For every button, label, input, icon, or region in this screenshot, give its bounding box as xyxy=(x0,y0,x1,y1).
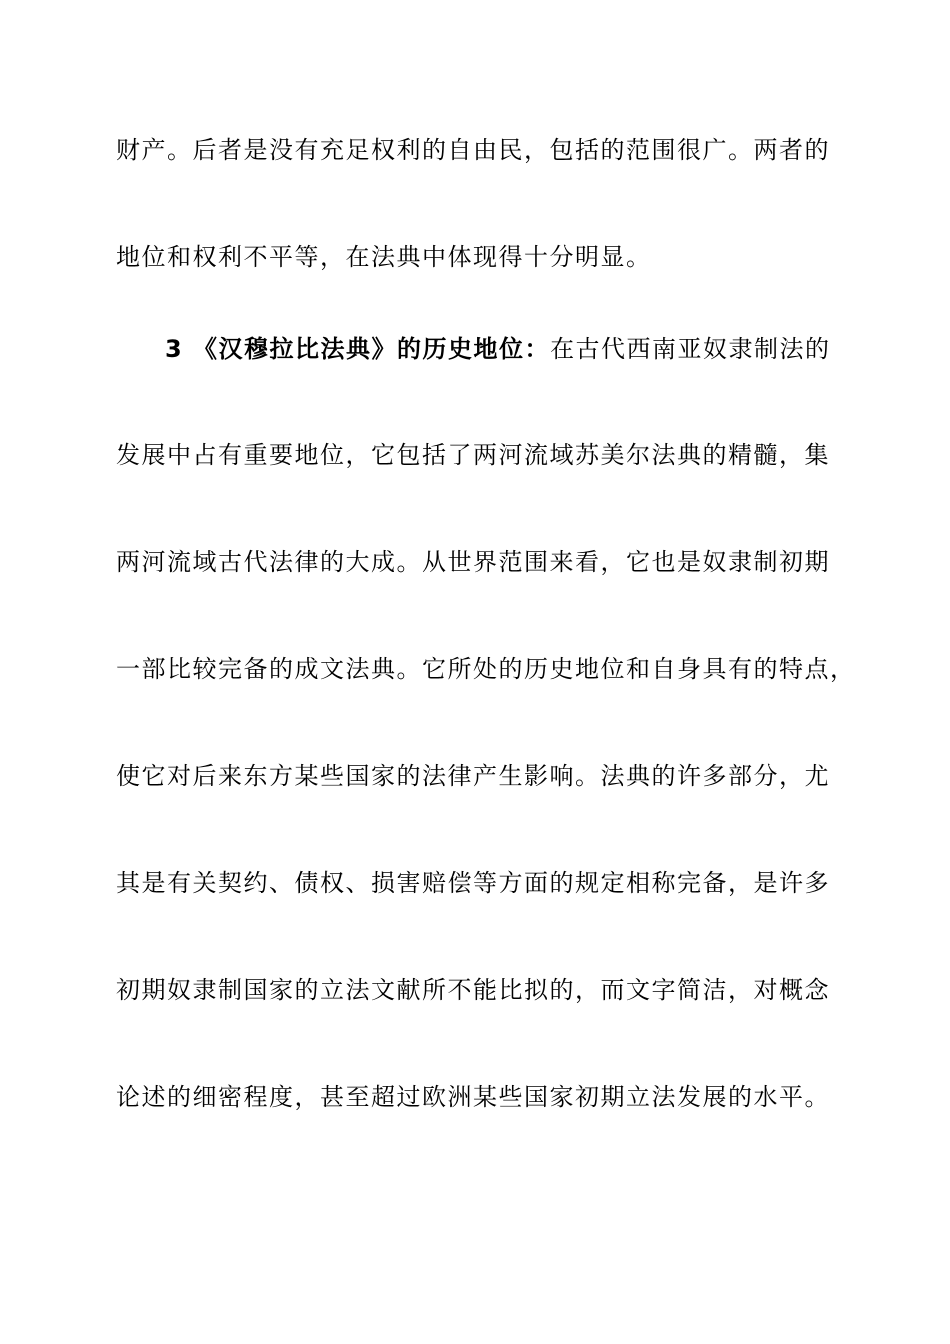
paragraph-line: 其是有关契约、债权、损害赔偿等方面的规定相称完备，是许多 xyxy=(116,869,830,897)
paragraph-line: 发展中占有重要地位，它包括了两河流域苏美尔法典的精髓，集 xyxy=(116,441,830,469)
paragraph-line: 使它对后来东方某些国家的法律产生影响。法典的许多部分，尤 xyxy=(116,762,830,790)
paragraph-line: 地位和权利不平等，在法典中体现得十分明显。 xyxy=(116,243,652,271)
section-heading: 3 《汉穆拉比法典》的历史地位： xyxy=(165,335,551,363)
paragraph-line: 论述的细密程度，甚至超过欧洲某些国家初期立法发展的水平。 xyxy=(116,1083,830,1111)
paragraph-line: 两河流域古代法律的大成。从世界范围来看，它也是奴隶制初期 xyxy=(116,548,830,576)
paragraph-line: 一部比较完备的成文法典。它所处的历史地位和自身具有的特点， xyxy=(116,655,856,683)
paragraph-line: 初期奴隶制国家的立法文献所不能比拟的，而文字简洁，对概念 xyxy=(116,976,830,1004)
paragraph-line: 财产。后者是没有充足权利的自由民，包括的范围很广。两者的 xyxy=(116,136,830,164)
section-heading-line xyxy=(165,333,835,365)
section-body-start: 在古代西南亚奴隶制法的 xyxy=(550,335,831,363)
